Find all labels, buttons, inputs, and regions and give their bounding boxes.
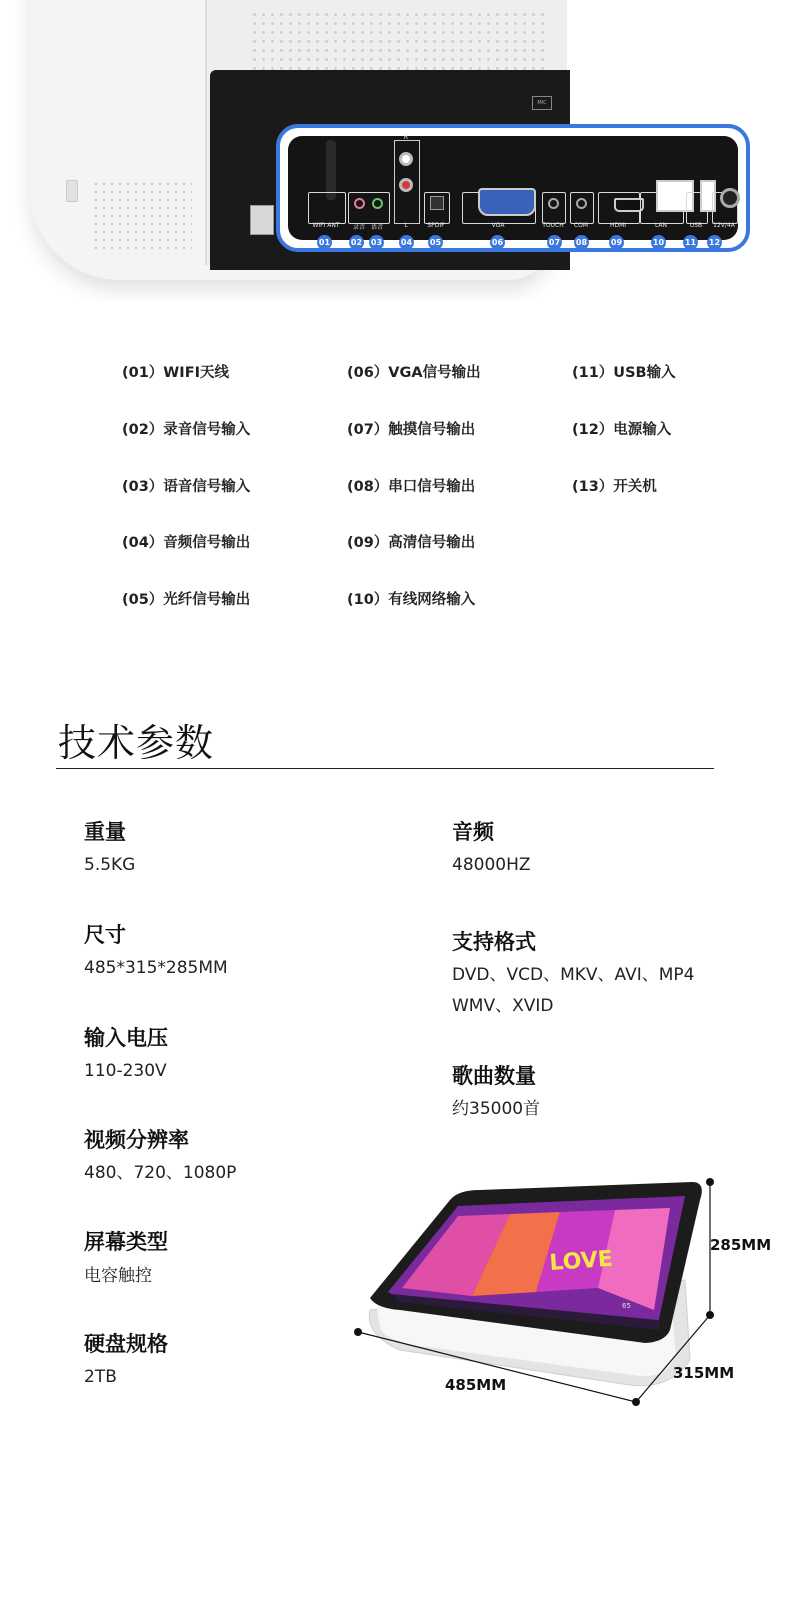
- section-title: 技术参数: [58, 721, 215, 765]
- touch-jack-icon: [548, 198, 559, 209]
- spec-value: 485*315*285MM: [84, 958, 228, 978]
- spec-value: DVD、VCD、MKV、AVI、MP4: [452, 965, 695, 985]
- spec-label: 重量: [84, 820, 126, 844]
- dc-jack-icon: [720, 188, 740, 208]
- port-label: 12V/4A: [713, 222, 735, 229]
- port-list-item: (04）音频信号输出: [122, 535, 251, 551]
- port-number-badge: 12: [707, 235, 722, 250]
- port-label: COM: [573, 222, 589, 229]
- spec-value: 110-230V: [84, 1061, 167, 1081]
- port-label: 语音: [370, 224, 383, 231]
- port-list-item: (09）高清信号输出: [347, 535, 476, 551]
- vga-connector-icon: [478, 188, 536, 216]
- port-list-item: (08）串口信号输出: [347, 479, 476, 495]
- port-number-badge: 03: [369, 235, 384, 250]
- port-description-list: [0, 355, 790, 625]
- audio-in-port: [348, 192, 390, 224]
- spec-label: 硬盘规格: [84, 1332, 168, 1356]
- port-list-item: (05）光纤信号输出: [122, 592, 251, 608]
- spec-label: 屏幕类型: [84, 1230, 168, 1254]
- depth-dimension-label: 315MM: [673, 1364, 735, 1382]
- voice-jack-icon: [372, 198, 383, 209]
- port-panel: [288, 134, 738, 247]
- section-divider: [56, 768, 714, 769]
- port-number-badge: 04: [399, 235, 414, 250]
- device-dimension-illustration: [340, 1160, 790, 1420]
- spec-value: 电容触控: [84, 1266, 152, 1286]
- screen-love-text: LOVE: [548, 1246, 614, 1276]
- optical-icon: [430, 196, 444, 210]
- side-usb-port: [250, 205, 274, 235]
- port-list-item: (03）语音信号输入: [122, 479, 251, 495]
- port-number-badge: 01: [317, 235, 332, 250]
- port-number-badge: 08: [574, 235, 589, 250]
- port-label: 录音: [352, 224, 365, 231]
- spec-label: 视频分辨率: [84, 1128, 189, 1152]
- port-panel-highlight: [276, 124, 750, 252]
- port-list-item: (12）电源输入: [572, 422, 672, 438]
- width-dimension-label: 485MM: [445, 1376, 507, 1394]
- port-number-badge: 06: [490, 235, 505, 250]
- speaker-grille: [92, 180, 192, 255]
- device-back-image: [0, 0, 790, 300]
- port-label: TOUCH: [542, 222, 564, 229]
- spec-label: 输入电压: [84, 1026, 168, 1050]
- port-list-item: (07）触摸信号输出: [347, 422, 476, 438]
- port-label: VGA: [491, 222, 505, 229]
- wifi-port: [308, 192, 346, 224]
- wifi-antenna-icon: [326, 140, 336, 200]
- spec-label: 音频: [452, 820, 494, 844]
- spec-label: 歌曲数量: [452, 1064, 536, 1088]
- port-list-item: (02）录音信号输入: [122, 422, 251, 438]
- port-label: L: [404, 222, 408, 229]
- spec-value: 2TB: [84, 1367, 117, 1387]
- port-list-item: (10）有线网络输入: [347, 592, 476, 608]
- record-jack-icon: [354, 198, 365, 209]
- port-number-badge: 05: [428, 235, 443, 250]
- port-number-badge: 02: [349, 235, 364, 250]
- com-jack-icon: [576, 198, 587, 209]
- spec-value: 48000HZ: [452, 855, 531, 875]
- port-number-badge: 09: [609, 235, 624, 250]
- port-label: HDMI: [609, 222, 627, 229]
- spec-value: 5.5KG: [84, 855, 136, 875]
- screen-volume-text: 65: [622, 1302, 631, 1310]
- port-label: USB: [689, 222, 703, 229]
- port-number-badge: 11: [683, 235, 698, 250]
- mic-badge: MIC: [532, 96, 552, 110]
- port-label: LAN: [654, 222, 668, 229]
- rca-white-icon: [399, 152, 413, 166]
- height-dimension-label: 285MM: [710, 1236, 772, 1254]
- spec-label: 支持格式: [452, 930, 536, 954]
- port-label: SPDIF: [427, 222, 445, 229]
- port-list-item: (13）开关机: [572, 479, 657, 495]
- port-number-badge: 10: [651, 235, 666, 250]
- spec-value: 约35000首: [452, 1099, 541, 1119]
- port-list-item: (06）VGA信号输出: [347, 365, 481, 381]
- vent-holes: [250, 10, 550, 70]
- spec-label: 尺寸: [84, 923, 126, 947]
- spec-value: WMV、XVID: [452, 996, 554, 1016]
- port-number-badge: 07: [547, 235, 562, 250]
- spec-value: 480、720、1080P: [84, 1163, 237, 1183]
- port-label: R: [403, 134, 409, 141]
- rca-red-icon: [399, 178, 413, 192]
- side-slot: [66, 180, 78, 202]
- port-list-item: (11）USB输入: [572, 365, 676, 381]
- port-list-item: (01）WIFI天线: [122, 365, 229, 381]
- port-label: WIFI ANT: [312, 222, 340, 229]
